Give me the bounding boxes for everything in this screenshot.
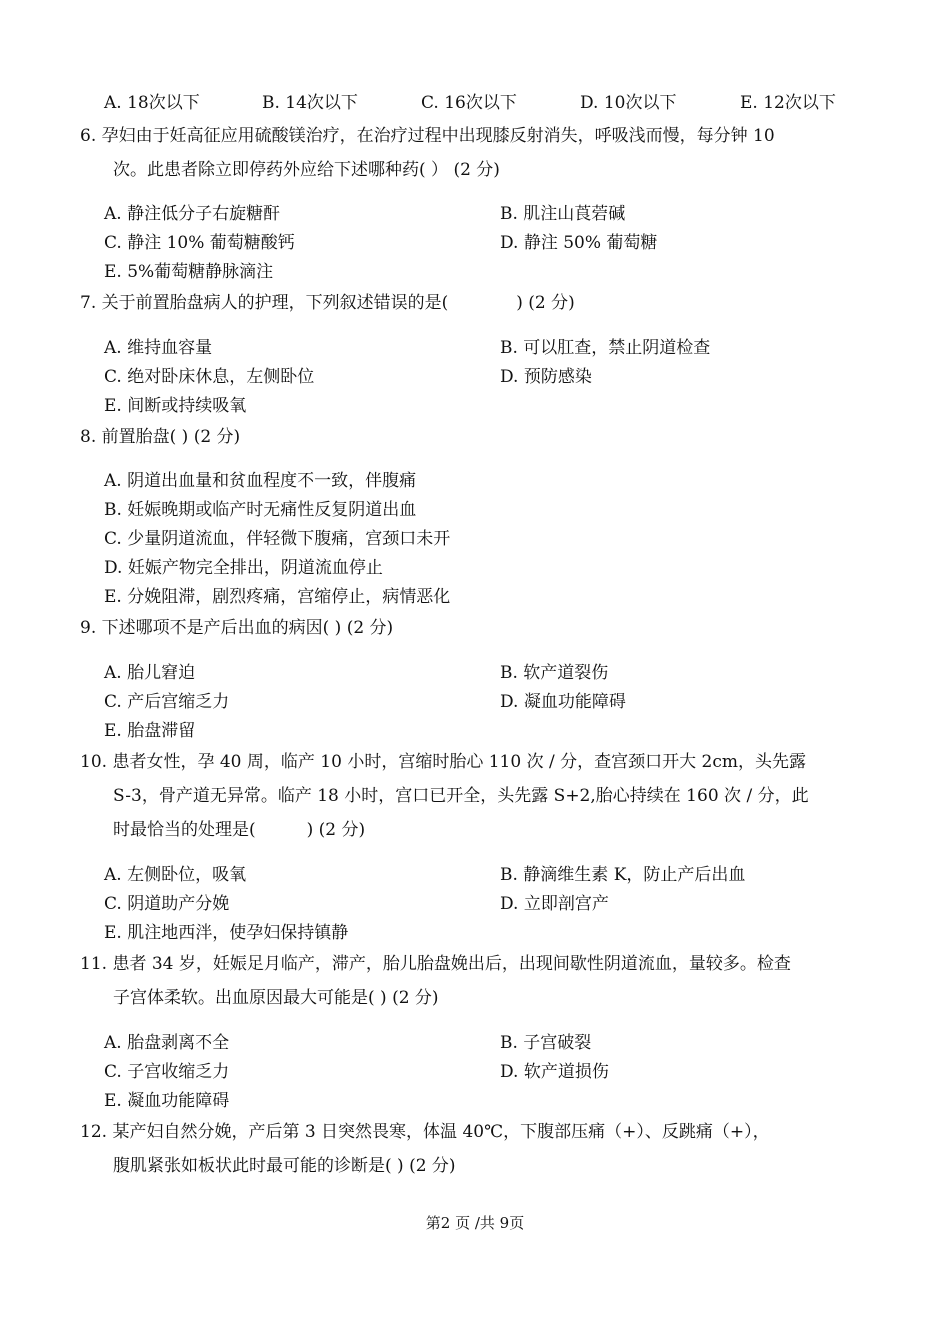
question-8-option-e: E. 分娩阻滞，剧烈疼痛，宫缩停止，病情恶化 bbox=[104, 587, 451, 607]
question-7-option-c: C. 绝对卧床休息，左侧卧位 bbox=[104, 367, 315, 387]
question-9-option-a: A. 胎儿窘迫 bbox=[104, 663, 196, 683]
question-11-stem-line2: 子宫体柔软。出血原因最大可能是( ) (2 分) bbox=[113, 988, 439, 1008]
question-8-stem-line1: 8. 前置胎盘( ) (2 分) bbox=[80, 427, 241, 447]
question-10-stem-line2: S-3，骨产道无异常。临产 18 小时，宫口已开全，头先露 S+2,胎心持续在 160 次 / 分，此 bbox=[113, 786, 809, 806]
question-7-option-b: B. 可以肛查，禁止阴道检查 bbox=[500, 338, 711, 358]
option-c: C. 16次以下 bbox=[421, 93, 517, 113]
question-7-option-e: E. 间断或持续吸氧 bbox=[104, 396, 247, 416]
question-11-option-a: A. 胎盘剥离不全 bbox=[104, 1033, 230, 1053]
question-10-option-a: A. 左侧卧位，吸氧 bbox=[104, 865, 247, 885]
question-11-stem-line1: 11. 患者 34 岁，妊娠足月临产，滞产，胎儿胎盘娩出后，出现间歇性阴道流血，量较多。检查 bbox=[80, 954, 791, 974]
question-8-option-d: D. 妊娠产物完全排出，阴道流血停止 bbox=[104, 558, 383, 578]
question-10-option-e: E. 肌注地西泮，使孕妇保持镇静 bbox=[104, 923, 349, 943]
question-7-option-a: A. 维持血容量 bbox=[104, 338, 213, 358]
question-9-stem-line1: 9. 下述哪项不是产后出血的病因( ) (2 分) bbox=[80, 618, 394, 638]
question-8-option-b: B. 妊娠晚期或临产时无痛性反复阴道出血 bbox=[104, 500, 417, 520]
question-9-option-d: D. 凝血功能障碍 bbox=[500, 692, 626, 712]
option-e: E. 12次以下 bbox=[740, 93, 836, 113]
question-11-option-d: D. 软产道损伤 bbox=[500, 1062, 609, 1082]
option-a: A. 18次以下 bbox=[104, 93, 200, 113]
question-7-option-d: D. 预防感染 bbox=[500, 367, 592, 387]
question-11-option-b: B. 子宫破裂 bbox=[500, 1033, 592, 1053]
question-6-option-b: B. 肌注山莨菪碱 bbox=[500, 204, 626, 224]
question-10-option-d: D. 立即剖宫产 bbox=[500, 894, 609, 914]
question-11-option-c: C. 子宫收缩乏力 bbox=[104, 1062, 230, 1082]
question-9-option-b: B. 软产道裂伤 bbox=[500, 663, 609, 683]
question-12-stem-line2: 腹肌紧张如板状此时最可能的诊断是( ) (2 分) bbox=[113, 1156, 456, 1176]
question-12-stem-line1: 12. 某产妇自然分娩，产后第 3 日突然畏寒，体温 40℃，下腹部压痛（+）、反跳痛（+）， bbox=[80, 1122, 770, 1142]
option-d: D. 10次以下 bbox=[580, 93, 677, 113]
option-b: B. 14次以下 bbox=[262, 93, 358, 113]
question-9-option-e: E. 胎盘滞留 bbox=[104, 721, 196, 741]
question-8-option-c: C. 少量阴道流血，伴轻微下腹痛，宫颈口未开 bbox=[104, 529, 451, 549]
question-10-stem-line3: 时最恰当的处理是( ) (2 分) bbox=[113, 820, 366, 840]
question-6-stem-line2: 次。此患者除立即停药外应给下述哪种药( ） (2 分) bbox=[113, 160, 500, 180]
question-10-option-c: C. 阴道助产分娩 bbox=[104, 894, 230, 914]
question-8-option-a: A. 阴道出血量和贫血程度不一致，伴腹痛 bbox=[104, 471, 417, 491]
question-6-option-d: D. 静注 50% 葡萄糖 bbox=[500, 233, 658, 253]
question-6-option-c: C. 静注 10% 葡萄糖酸钙 bbox=[104, 233, 295, 253]
question-6-stem-line1: 6. 孕妇由于妊高征应用硫酸镁治疗，在治疗过程中出现膝反射消失，呼吸浅而慢，每分钟 10 bbox=[80, 126, 775, 146]
question-7-stem-line1: 7. 关于前置胎盘病人的护理，下列叙述错误的是( ) (2 分) bbox=[80, 293, 575, 313]
question-11-option-e: E. 凝血功能障碍 bbox=[104, 1091, 230, 1111]
question-6-option-a: A. 静注低分子右旋糖酐 bbox=[104, 204, 281, 224]
question-6-option-e: E. 5%葡萄糖静脉滴注 bbox=[104, 262, 274, 282]
page-number-footer: 第2 页 /共 9页 bbox=[425, 1214, 525, 1232]
question-10-option-b: B. 静滴维生素 K，防止产后出血 bbox=[500, 865, 746, 885]
question-10-stem-line1: 10. 患者女性，孕 40 周，临产 10 小时，宫缩时胎心 110 次 / 分，查宫颈口开大 2cm，头先露 bbox=[80, 752, 806, 772]
question-9-option-c: C. 产后宫缩乏力 bbox=[104, 692, 230, 712]
